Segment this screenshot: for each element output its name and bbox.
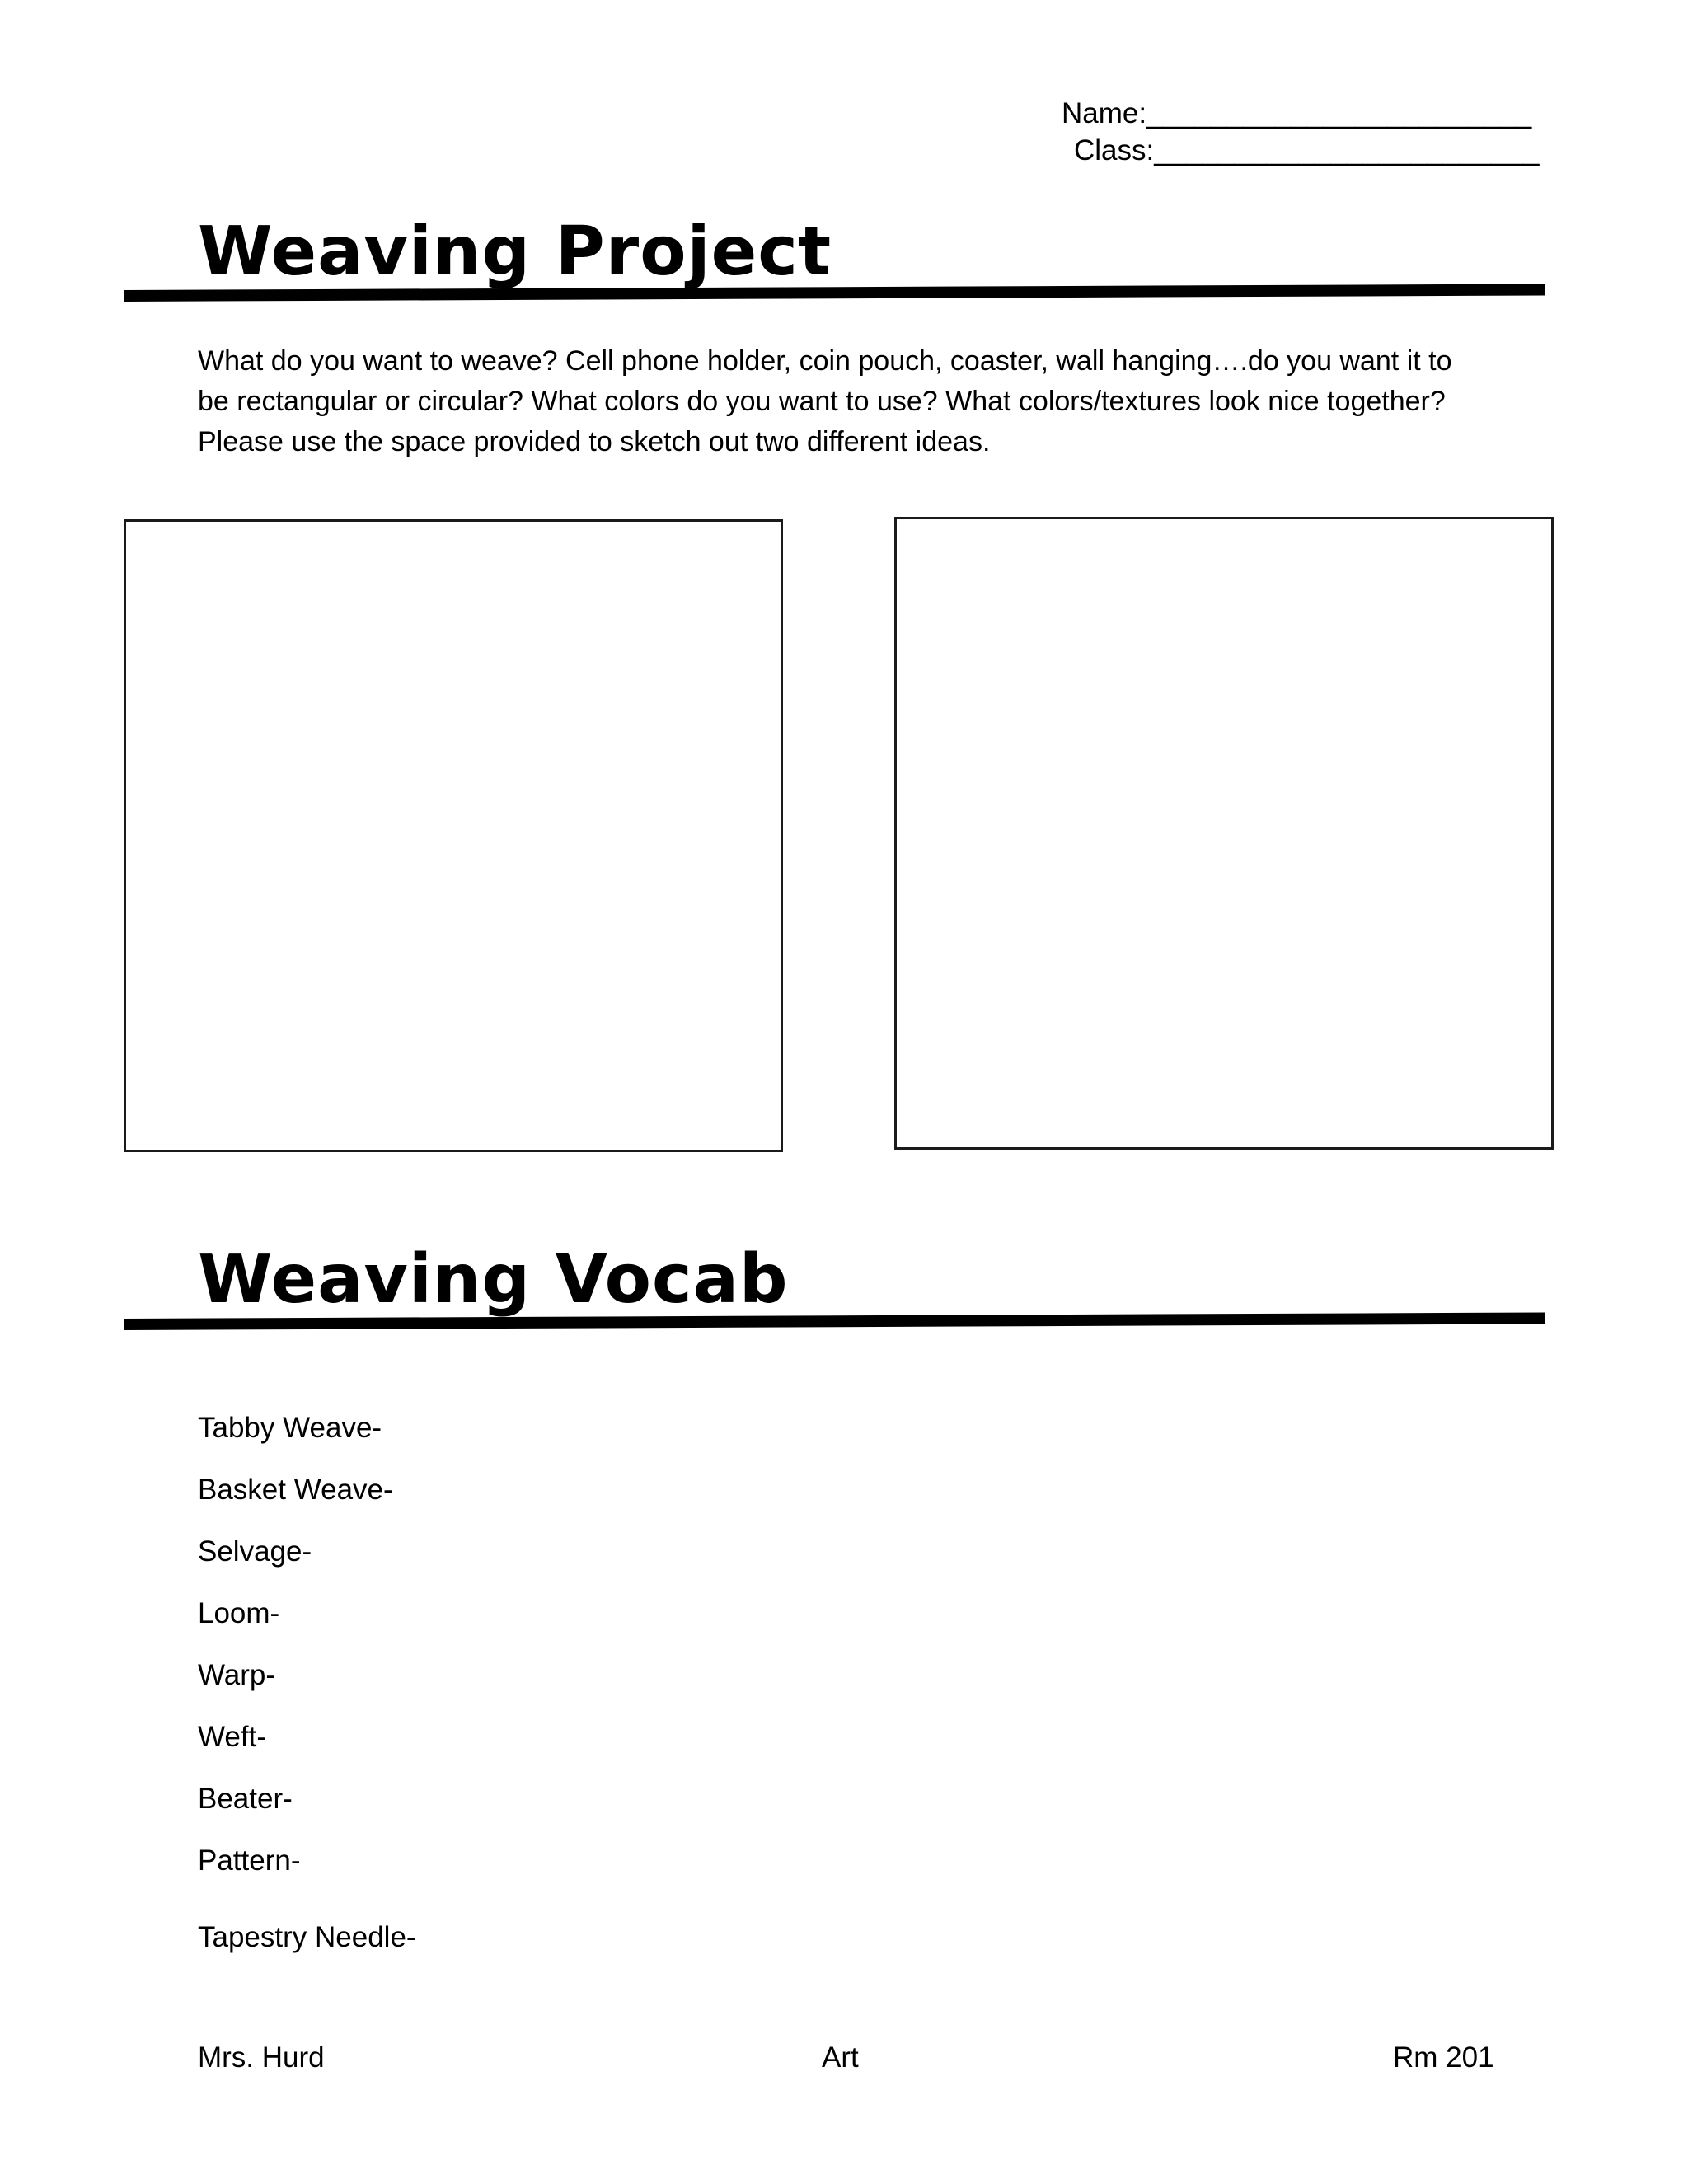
instruction-line: be rectangular or circular? What colors do you want to use? What colors/textures look nice together? [198, 386, 1446, 417]
project-title: Weaving Project [198, 213, 832, 291]
class-blank: ________________________ [1154, 134, 1540, 166]
instruction-line: What do you want to weave? Cell phone holder, coin pouch, coaster, wall hanging….do you want it to [198, 345, 1452, 377]
sketch-box-idea-1[interactable] [124, 519, 783, 1152]
project-instructions [198, 341, 1517, 462]
name-field[interactable] [1062, 96, 1531, 131]
vocab-term-selvage: Selvage- [198, 1535, 312, 1568]
vocab-term-warp: Warp- [198, 1659, 275, 1691]
footer-subject: Art [822, 2041, 859, 2074]
vocab-term-tabby-weave: Tabby Weave- [198, 1412, 382, 1444]
class-field[interactable] [1074, 134, 1539, 168]
sketch-box-idea-2[interactable] [894, 517, 1554, 1150]
footer-teacher: Mrs. Hurd [198, 2041, 325, 2074]
vocab-term-basket-weave: Basket Weave- [198, 1474, 393, 1506]
vocab-term-loom: Loom- [198, 1597, 280, 1629]
footer-room: Rm 201 [1393, 2041, 1494, 2074]
vocab-title: Weaving Vocab [198, 1240, 789, 1319]
name-label: Name: [1062, 97, 1147, 129]
instruction-line: Please use the space provided to sketch out two different ideas. [198, 426, 991, 457]
vocab-term-beater: Beater- [198, 1783, 293, 1815]
vocab-term-weft: Weft- [198, 1721, 266, 1753]
class-label: Class: [1074, 134, 1155, 166]
vocab-term-pattern: Pattern- [198, 1844, 301, 1877]
name-blank: ________________________ [1146, 97, 1532, 129]
vocab-term-tapestry-needle: Tapestry Needle- [198, 1921, 416, 1953]
